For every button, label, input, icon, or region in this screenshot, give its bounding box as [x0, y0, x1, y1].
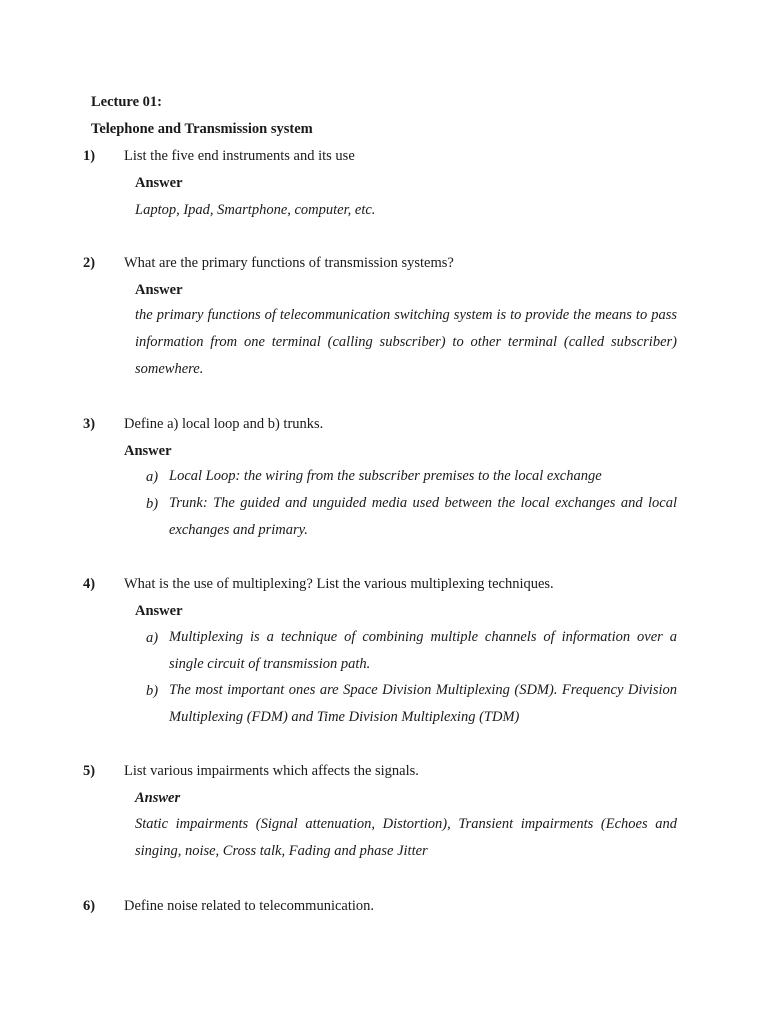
list-item: Local Loop: the wiring from the subscriber premises to the local exchange — [169, 468, 602, 484]
question-text: Define a) local loop and b) trunks. — [124, 416, 324, 432]
list-item-marker: b) — [146, 496, 159, 512]
list-item: Multiplexing is a technique of combining multiple channels of information over a single circuit of transmission path. — [169, 629, 677, 672]
answer-text: Static impairments (Signal attenuation, Distortion), Transient impairments (Echoes and singing, noise, Cross talk, Fading and phase Jitter — [135, 816, 677, 859]
question-number: 2) — [83, 255, 96, 271]
list-item: The most important ones are Space Division Multiplexing (SDM). Frequency Division Multiplexing (FDM) and Time Division Multiplexing (TDM) — [169, 682, 677, 725]
question-text: Define noise related to telecommunication. — [124, 898, 375, 914]
document-title: Telephone and Transmission system — [91, 121, 313, 137]
answer-label: Answer — [135, 790, 181, 806]
answer-label: Answer — [124, 443, 172, 459]
list-item-marker: a) — [146, 469, 159, 485]
lecture-heading: Lecture 01: — [91, 94, 162, 110]
answer-text: Laptop, Ipad, Smartphone, computer, etc. — [135, 202, 376, 218]
list-item: Trunk: The guided and unguided media used between the local exchanges and local exchanges and primary. — [169, 495, 677, 538]
question-number: 3) — [83, 416, 96, 432]
answer-label: Answer — [135, 603, 183, 619]
list-item-marker: a) — [146, 630, 159, 646]
question-text: What are the primary functions of transmission systems? — [124, 255, 454, 271]
question-number: 1) — [83, 148, 96, 164]
answer-label: Answer — [135, 175, 183, 191]
question-number: 5) — [83, 763, 96, 779]
question-number: 6) — [83, 898, 96, 914]
question-text: What is the use of multiplexing? List the various multiplexing techniques. — [124, 576, 554, 592]
question-text: List the five end instruments and its use — [124, 148, 355, 164]
question-number: 4) — [83, 576, 96, 592]
answer-label: Answer — [135, 282, 183, 298]
list-item-marker: b) — [146, 683, 159, 699]
answer-text: the primary functions of telecommunication switching system is to provide the means to pass information from one terminal (calling subscriber) to other terminal (called subscriber) somewhere. — [135, 307, 677, 377]
question-text: List various impairments which affects the signals. — [124, 763, 419, 779]
